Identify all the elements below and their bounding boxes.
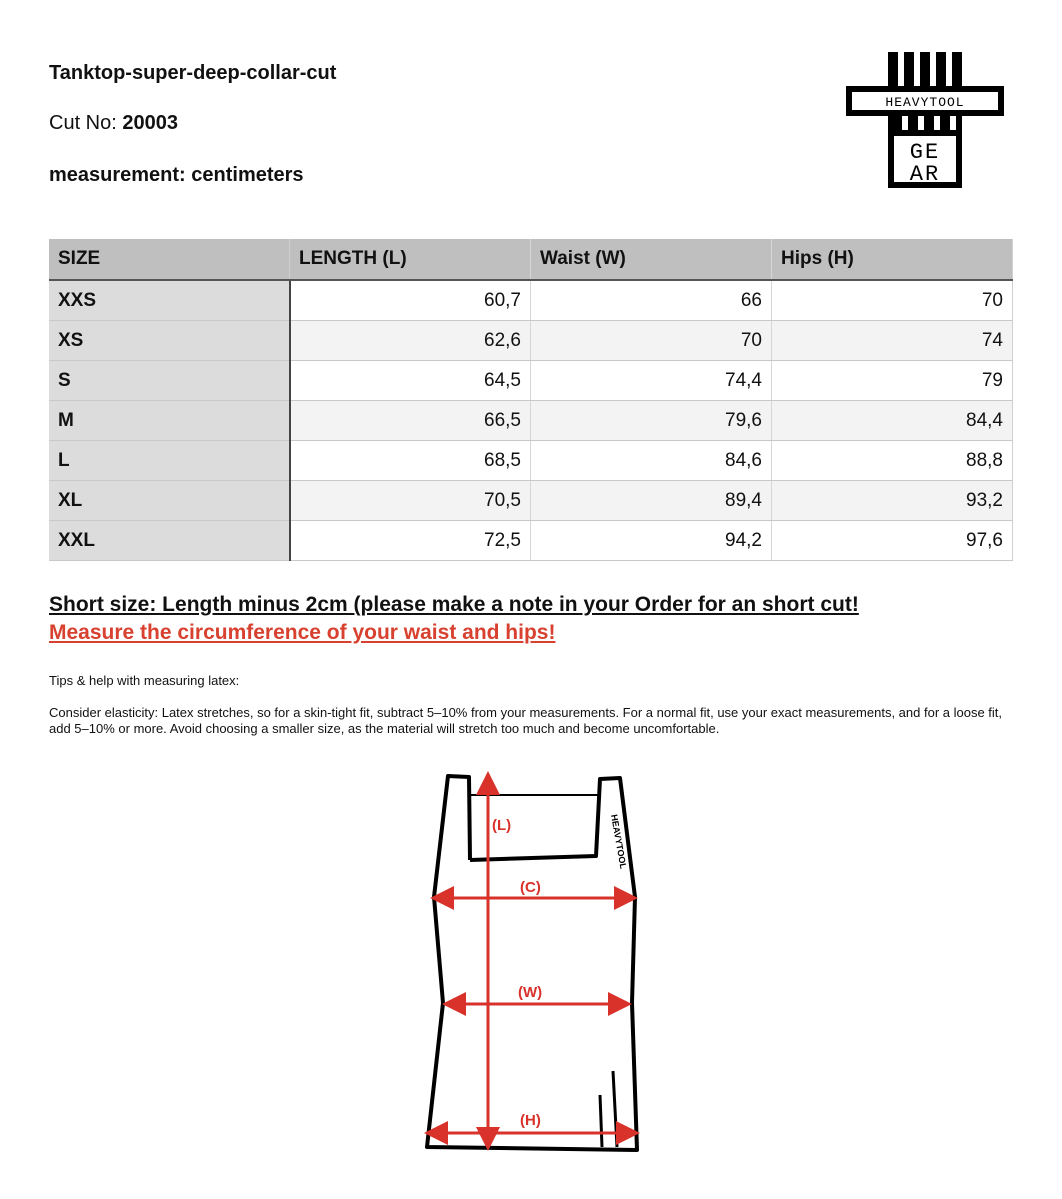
zipper-line-2 xyxy=(613,1071,617,1147)
header-hips: Hips (H) xyxy=(772,239,1013,280)
cell-hips: 84,4 xyxy=(772,401,1013,441)
table-row xyxy=(49,521,1013,561)
cell-size: S xyxy=(49,361,290,401)
cell-size: XL xyxy=(49,481,290,521)
tanktop-measurement-diagram xyxy=(410,765,650,1165)
tips-heading: Tips & help with measuring latex: xyxy=(49,673,240,688)
label-waist: (W) xyxy=(518,984,543,1001)
product-title: Tanktop-super-deep-collar-cut xyxy=(49,62,337,84)
cell-size: L xyxy=(49,441,290,481)
cut-number-value: 20003 xyxy=(122,112,178,134)
measure-circumference-note: Measure the circumference of your waist and hips! xyxy=(49,621,556,644)
cell-size: XXS xyxy=(49,280,290,321)
size-chart-table xyxy=(49,239,1013,561)
cell-length: 62,6 xyxy=(290,321,531,361)
cut-number xyxy=(49,112,178,135)
cell-size: XS xyxy=(49,321,290,361)
cell-length: 68,5 xyxy=(290,441,531,481)
heavytool-gear-logo xyxy=(846,52,1004,188)
table-row xyxy=(49,361,1013,401)
cell-waist: 94,2 xyxy=(531,521,772,561)
cell-hips: 93,2 xyxy=(772,481,1013,521)
table-row xyxy=(49,401,1013,441)
logo-bottom-text-2: AR xyxy=(909,162,941,187)
cell-length: 66,5 xyxy=(290,401,531,441)
cell-length: 64,5 xyxy=(290,361,531,401)
table-header-row xyxy=(49,239,1013,280)
cell-size: XXL xyxy=(49,521,290,561)
label-chest: (C) xyxy=(520,879,541,896)
diagram-brand-text: HEAVYTOOL xyxy=(609,813,629,870)
cell-waist: 74,4 xyxy=(531,361,772,401)
table-row xyxy=(49,321,1013,361)
table-row xyxy=(49,441,1013,481)
header-size: SIZE xyxy=(49,239,290,280)
cell-waist: 79,6 xyxy=(531,401,772,441)
cell-length: 72,5 xyxy=(290,521,531,561)
label-length: (L) xyxy=(492,817,512,834)
cell-hips: 79 xyxy=(772,361,1013,401)
header-waist: Waist (W) xyxy=(531,239,772,280)
cell-waist: 66 xyxy=(531,280,772,321)
cell-length: 60,7 xyxy=(290,280,531,321)
garment-outline xyxy=(427,776,637,1150)
table-row xyxy=(49,481,1013,521)
header-length: LENGTH (L) xyxy=(290,239,531,280)
tips-body: Consider elasticity: Latex stretches, so for a skin-tight fit, subtract 5–10% from your measurements. For a normal fit, use your exact measurements, and for a loose fit, add 5–10% or more. Avoid choosing a smaller size, as the material will stretch too much and become uncomfortable. xyxy=(49,705,1003,736)
cell-size: M xyxy=(49,401,290,441)
zipper-line-1 xyxy=(600,1095,602,1147)
cut-number-label: Cut No: xyxy=(49,112,117,134)
cell-hips: 97,6 xyxy=(772,521,1013,561)
cell-waist: 89,4 xyxy=(531,481,772,521)
cell-waist: 70 xyxy=(531,321,772,361)
label-hips: (H) xyxy=(520,1112,541,1129)
logo-bottom-text-1: GE xyxy=(909,140,941,165)
cell-waist: 84,6 xyxy=(531,441,772,481)
cell-hips: 70 xyxy=(772,280,1013,321)
cell-hips: 74 xyxy=(772,321,1013,361)
measurement-unit: measurement: centimeters xyxy=(49,164,304,186)
cell-hips: 88,8 xyxy=(772,441,1013,481)
table-row xyxy=(49,280,1013,321)
cell-length: 70,5 xyxy=(290,481,531,521)
short-size-note: Short size: Length minus 2cm (please make a note in your Order for an short cut! xyxy=(49,593,859,616)
logo-top-text: HEAVYTOOL xyxy=(885,95,965,110)
